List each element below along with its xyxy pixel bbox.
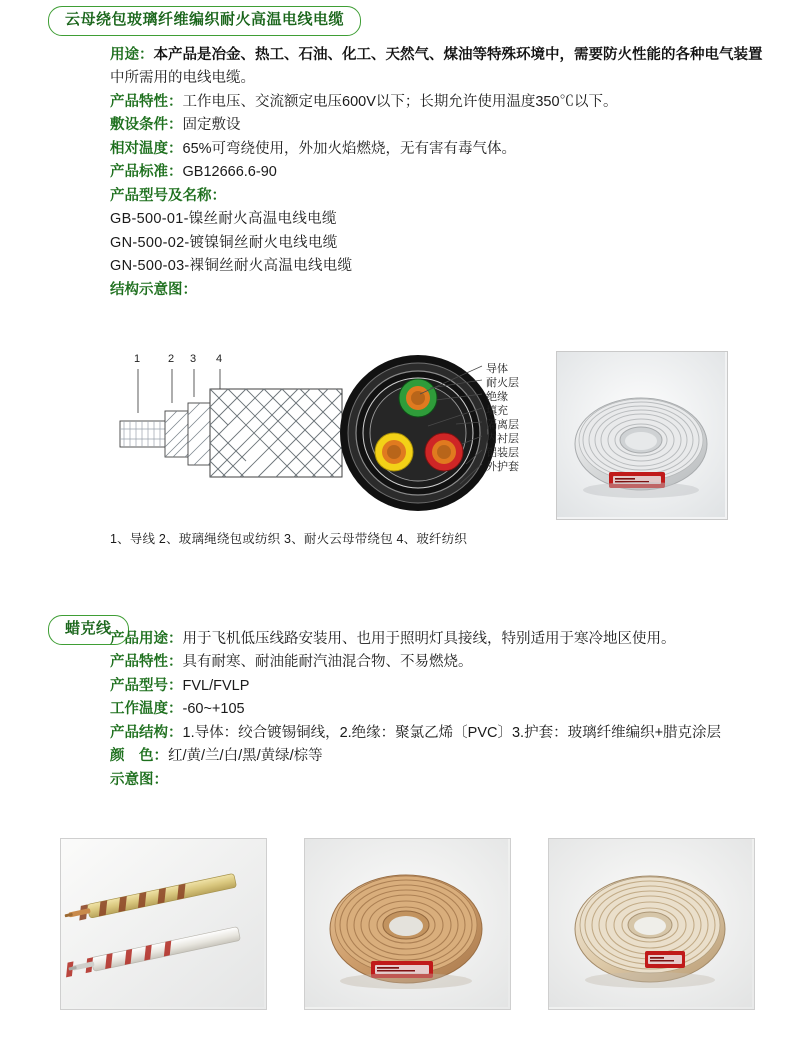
product-photo-white-coil (556, 351, 728, 520)
spec-row-standard (110, 161, 780, 184)
spec-row-relative-temperature (110, 138, 780, 161)
xs-label-filler: 填充 (486, 405, 508, 417)
spec-value-characteristics: 工作电压、交流额定电压600V以下；长期允许使用温度350℃以下。 (182, 93, 618, 110)
spec-label-working-temperature: 工作温度： (110, 701, 183, 718)
white-brown-coil-icon (549, 839, 752, 1007)
spec-row-color (110, 745, 780, 768)
spec-row-laying-condition (110, 114, 780, 137)
photo-row-2 (58, 838, 758, 1020)
xs-label-outer-sheath: 外护套 (486, 461, 519, 473)
spec-row-usage (110, 44, 780, 91)
spec-row-models-heading (110, 185, 780, 208)
spec-row-structure (110, 722, 780, 745)
spec-label-characteristics: 产品特性： (110, 93, 183, 110)
spec-row-working-temperature (110, 698, 780, 721)
callout-number-1: 1 (134, 353, 141, 365)
spec-value-model-2: FVL/FVLP (182, 677, 250, 694)
spec-value-characteristics-2: 具有耐寒、耐油能耐汽油混合物、不易燃烧。 (182, 654, 473, 671)
spec-row-usage-2 (110, 628, 780, 651)
callout-number-2: 2 (168, 353, 175, 365)
callout-number-4: 4 (216, 353, 223, 365)
spec-value-laying-condition: 固定敷设 (182, 117, 241, 134)
spec-row-diagram-label-1 (110, 279, 780, 302)
diagram-label-2: 示意图： (110, 771, 168, 788)
product-photo-white-brown-coil (548, 838, 755, 1010)
spec-label-color: 颜 色： (110, 748, 168, 765)
spec-label-characteristics-2: 产品特性： (110, 654, 183, 671)
product-photo-straight-wires (60, 838, 267, 1010)
spec-label-laying-condition: 敷设条件： (110, 117, 183, 134)
product-photo-brown-coil (304, 838, 511, 1010)
straight-wire-icon (61, 839, 264, 1007)
spec-value-color: 红/黄/兰/白/黑/黄绿/棕等 (168, 748, 323, 765)
xs-label-fire-resistant-layer: 耐火层 (486, 377, 519, 389)
model-line-2: GN-500-02-镀镍铜丝耐火电线电缆 (110, 234, 338, 251)
model-line-1: GB-500-01-镍丝耐火高温电线电缆 (110, 211, 337, 228)
xs-label-armour-layer: 铝装层 (486, 447, 519, 459)
spec-row-model-2 (110, 675, 780, 698)
diagram-label-1: 结构示意图： (110, 281, 197, 298)
spec-list-1 (110, 44, 780, 302)
spec-label-structure: 产品结构： (110, 724, 183, 741)
xs-label-isolation-layer: 隔离层 (486, 419, 519, 431)
spec-value-working-temperature: -60~+105 (182, 701, 245, 718)
figure-caption-1: 1、导线 2、玻璃绳绕包或纺织 3、耐火云母带绕包 4、玻纤纺织 (110, 532, 468, 546)
spec-row-characteristics (110, 91, 780, 114)
brown-coil-icon (305, 839, 508, 1007)
spec-value-relative-temperature: 65%可弯绕使用，外加火焰燃烧，无有害有毒气体。 (182, 140, 517, 157)
spec-value-usage-2: 用于飞机低压线路安装用、也用于照明灯具接线，特别适用于寒冷地区使用。 (182, 631, 676, 647)
xs-label-conductor: 导体 (486, 363, 508, 375)
spec-list-2 (110, 628, 780, 792)
spec-value-structure: 1.导体：绞合镀锡铜线，2.绝缘：聚氯乙烯〔PVC〕3.护套：玻璃纤维编织+腊克涂层 (182, 724, 722, 741)
spec-label-usage-2: 产品用途： (110, 631, 183, 647)
section-title-2: 蜡克线 (48, 615, 129, 645)
spec-label-model-2: 产品型号： (110, 677, 183, 694)
cable-braid-icon (110, 345, 360, 520)
section-title-1: 云母绕包玻璃纤维编织耐火高温电线电缆 (48, 6, 361, 36)
spec-label-standard: 产品标准： (110, 164, 183, 181)
spec-label-usage: 用途： (110, 47, 154, 63)
spec-value-standard: GB12666.6-90 (182, 164, 277, 181)
coil-photo-icon (557, 352, 725, 517)
model-line-3: GN-500-03-裸铜丝耐火高温电线电缆 (110, 258, 353, 275)
spec-value-usage: 本产品是冶金、热工、石油、化工、天然气、煤油等特殊环境中，需要防火性能的各种电气装置 (153, 47, 763, 63)
section-title-badge-1 (48, 6, 361, 36)
spec-row-characteristics-2 (110, 651, 780, 674)
spec-value-usage-cont: 中所需用的电线电缆。 (110, 70, 255, 87)
spec-row-diagram-label-2 (110, 769, 780, 792)
xs-label-insulation: 绝缘 (486, 391, 508, 403)
xs-label-inner-lining: 内衬层 (486, 433, 519, 445)
spec-label-relative-temperature: 相对温度： (110, 140, 183, 157)
spec-label-models: 产品型号及名称： (110, 187, 226, 204)
callout-number-3: 3 (190, 353, 197, 365)
